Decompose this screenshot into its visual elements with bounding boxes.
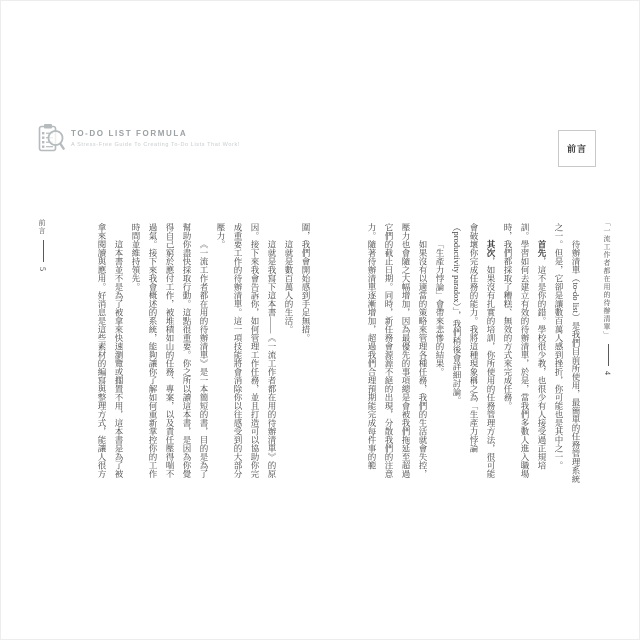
brand-subtitle: A Stress-Free Guide To Creating To-Do Lists That Work! (71, 142, 240, 148)
page-number-right: 4 (603, 371, 612, 375)
text-column: 它們的截止日期。同時，新任務會源源不絕的出現，分散我們的注意 (384, 223, 394, 478)
text-column: 圍，我們會開始感到手足無措。 (301, 223, 311, 342)
text-column: 之一。但是，它卻是讓數百萬人感到挫折，你可能也是其中之一。 (554, 223, 564, 470)
text-column: 過氣。接下來我會概述的系統，能夠讓你了解如何重新掌控你的工作 (148, 223, 158, 478)
text-column: 壓力。 (216, 223, 226, 249)
text-column: 因。接下來我會告訴你，如何管理工作任務，並且打造可以協助你完 (250, 223, 260, 478)
text-column: 力。隨著待辦清單逐漸增加，超過我們合理預期能完成每件事的範 (367, 223, 377, 470)
chapter-tab-label: 前言 (566, 144, 587, 154)
text-column: 會破壞你完成任務的能力。我將這種現象稱之為「生產力悖論 (469, 223, 479, 453)
text-column: 《一流工作者都在用的待辦清單》是一本簡短的書，目的是為了 (199, 240, 209, 478)
text-column: 成重要工作的待辦清單。這一項技能將會消除你以往感受到的大部分 (233, 223, 243, 478)
running-header-right (600, 219, 614, 469)
running-header-left (35, 219, 49, 469)
brand-header (38, 123, 240, 154)
text-column: 壓力也會隨之大幅增加，因為最優先的事項總是會被我們拖延至超過 (401, 223, 411, 478)
text-column: 這本書並不是為了被拿來快速瀏覽或擱置不用，這本書是為了被 (114, 240, 124, 478)
text-column: 如果沒有以適當的策略來管理各種任務，我們的生活就會失控， (418, 240, 428, 478)
text-column: 拿來閱讀與應用。好消息是這些素材的編寫與整理方式，能讓人很方 (97, 223, 107, 478)
text-column: 其次，如果沒有扎實的培訓，你所使用的任務管理方法，很可能 (486, 240, 496, 478)
text-column: 首先，這不是你的錯。學校很少教，也很少有人接受過正規培 (537, 240, 547, 470)
text-column: 待辦清單（to-do list）是我們目前所使用，最簡單的任務管理系統 (571, 240, 581, 483)
right-page-text (344, 223, 584, 485)
text-column: 得自己窮於應付工作，被堆積如山的任務、專案，以及責任壓得喘不 (165, 223, 175, 478)
clipboard-magnifier-icon (38, 123, 65, 154)
header-dash-line (608, 344, 609, 366)
text-column: 時，我們都採取了糟糕、無效的方式來完成任務。 (503, 223, 513, 410)
text-column: 時間並維持領先。 (131, 223, 141, 291)
text-column: 這就是數百萬人的生活。 (284, 240, 294, 334)
text-column: （productivity paradox）」，我們稍後會詳細討論。 (452, 223, 462, 405)
brand-title: TO-DO LIST FORMULA (71, 129, 188, 138)
page-number-left: 5 (38, 267, 47, 271)
text-column: 這就是我寫下這本書——《一流工作者都在用的待辦清單》的原 (267, 240, 277, 478)
bold-lead: 首先 (537, 240, 547, 257)
chapter-tab (558, 130, 596, 167)
text-column: 幫助你盡快採取行動。這點很重要。你之所以讀這本書，是因為你覺 (182, 223, 192, 478)
bold-lead: 其次 (486, 240, 496, 257)
left-page-text (74, 223, 314, 485)
header-dash-line (43, 240, 44, 262)
running-header-left-title: 前言 (38, 219, 46, 235)
running-header-right-title: 「一流工作者都在用的待辦清單」 (603, 219, 611, 339)
text-column: 訓。學習如何去建立有效的待辦清單，於是，當我們多數人進入職場 (520, 223, 530, 478)
text-column: 「生產力悖論」會帶來悲慘的結果。 (435, 240, 445, 376)
brand-text (71, 123, 240, 149)
